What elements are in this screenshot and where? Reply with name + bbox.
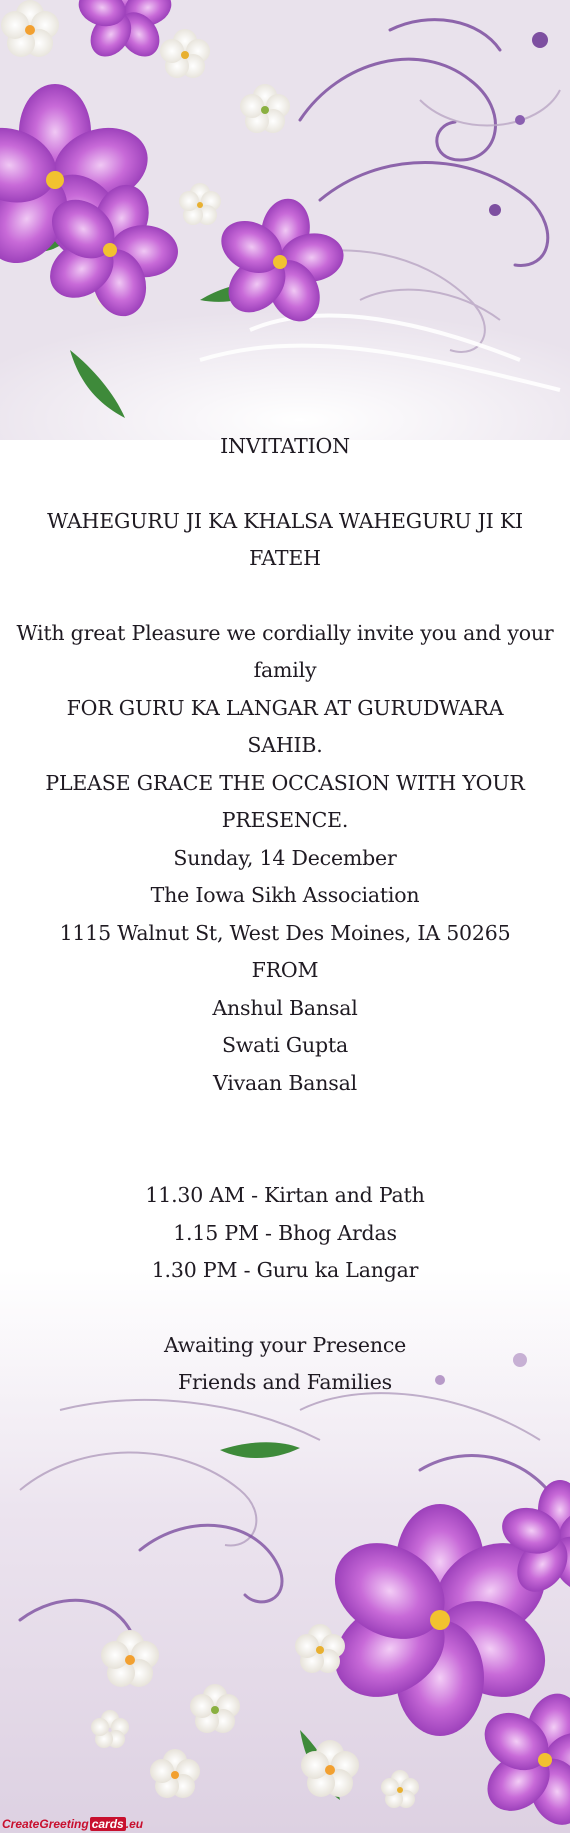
top-floral-decoration	[0, 0, 570, 440]
watermark-text-part3: .eu	[125, 1817, 144, 1831]
invitation-text	[0, 428, 570, 1402]
host-name: Anshul Bansal	[212, 995, 358, 1020]
invite-line-2: family	[253, 658, 317, 682]
purpose-line-2: SAHIB.	[247, 733, 323, 757]
closing-line-1: Awaiting your Presence	[163, 1332, 407, 1357]
venue-name: The Iowa Sikh Association	[150, 883, 420, 907]
schedule-item: 1.30 PM - Guru ka Langar	[151, 1258, 419, 1282]
schedule-item: 11.30 AM - Kirtan and Path	[145, 1183, 425, 1207]
event-date: Sunday, 14 December	[173, 845, 397, 870]
greeting-line-2: FATEH	[249, 546, 321, 570]
invite-line-1: With great Pleasure we cordially invite you and your	[16, 620, 554, 645]
request-line-1: PLEASE GRACE THE OCCASION WITH YOUR	[45, 770, 525, 795]
purpose-line-1: FOR GURU KA LANGAR AT GURUDWARA	[66, 695, 504, 720]
schedule-item: 1.15 PM - Bhog Ardas	[173, 1220, 397, 1245]
greeting-line-1: WAHEGURU JI KA KHALSA WAHEGURU JI KI	[47, 508, 523, 533]
request-line-2: PRESENCE.	[221, 808, 349, 832]
site-watermark-logo	[2, 1805, 142, 1831]
closing-line-2: Friends and Families	[178, 1370, 392, 1394]
from-label: FROM	[251, 958, 319, 982]
host-name: Swati Gupta	[221, 1033, 349, 1057]
watermark-text-part1: CreateGreeting	[2, 1817, 89, 1831]
venue-address: 1115 Walnut St, West Des Moines, IA 50265	[59, 920, 511, 945]
host-name: Vivaan Bansal	[213, 1070, 357, 1095]
invitation-heading: INVITATION	[220, 434, 350, 458]
watermark-text-part2: cards	[91, 1817, 124, 1831]
